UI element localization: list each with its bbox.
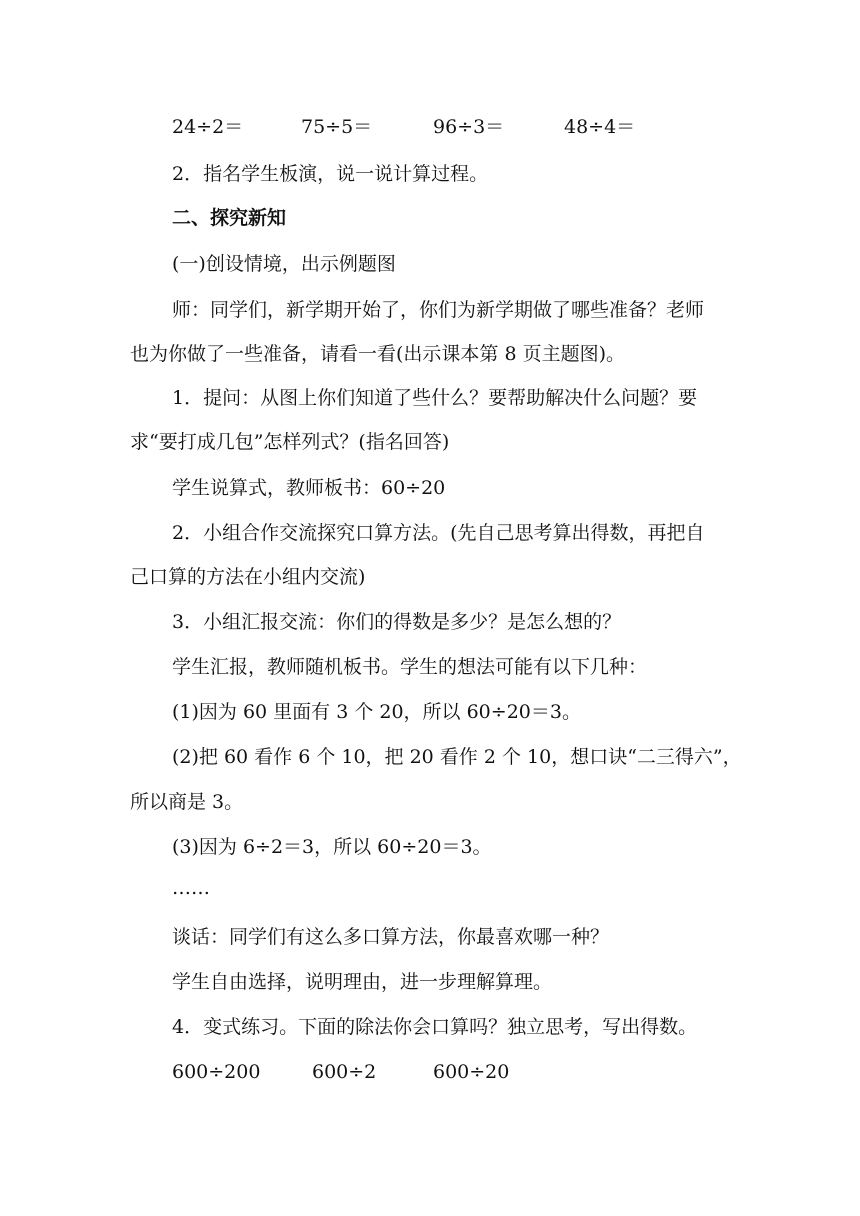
equation: 600÷200 (172, 1061, 261, 1083)
section-heading: 二、探究新知 (172, 207, 287, 229)
paragraph: 2．指名学生板演，说一说计算过程。 (172, 163, 489, 185)
paragraph: 学生汇报，教师随机板书。学生的想法可能有以下几种： (172, 656, 648, 678)
equation: 24÷2＝ (172, 116, 244, 138)
equation: 600÷2 (312, 1061, 377, 1083)
paragraph-continuation: 求“要打成几包”怎样列式？(指名回答) (130, 431, 450, 453)
paragraph-continuation: 也为你做了一些准备，请看一看(出示课本第 8 页主题图)。 (130, 343, 625, 365)
paragraph-continuation: 所以商是 3。 (130, 791, 244, 813)
exercise-row-2 (0, 1060, 860, 1084)
equation: 600÷20 (433, 1061, 510, 1083)
paragraph: (2)把 60 看作 6 个 10，把 20 看作 2 个 10，想口诀“二三得六”， (172, 746, 742, 768)
paragraph: 谈话：同学们有这么多口算方法，你最喜欢哪一种？ (172, 926, 610, 948)
paragraph-continuation: 己口算的方法在小组内交流) (130, 566, 366, 588)
equation: 96÷3＝ (433, 116, 505, 138)
ellipsis: …… (172, 877, 210, 899)
paragraph: 4．变式练习。下面的除法你会口算吗？独立思考，写出得数。 (172, 1016, 698, 1038)
paragraph: 2．小组合作交流探究口算方法。(先自己思考算出得数，再把自 (172, 522, 705, 544)
paragraph: 师：同学们，新学期开始了，你们为新学期做了哪些准备？老师 (172, 299, 705, 321)
paragraph: 学生说算式，教师板书：60÷20 (172, 477, 446, 499)
exercise-row-1 (0, 115, 860, 139)
paragraph: 学生自由选择，说明理由，进一步理解算理。 (172, 971, 553, 993)
equation: 48÷4＝ (564, 116, 636, 138)
subsection-heading: (一)创设情境，出示例题图 (172, 253, 396, 275)
paragraph: 1．提问：从图上你们知道了些什么？要帮助解决什么问题？要 (172, 387, 698, 409)
paragraph: (3)因为 6÷2＝3，所以 60÷20＝3。 (172, 836, 492, 858)
paragraph: 3．小组汇报交流：你们的得数是多少？是怎么想的？ (172, 611, 622, 633)
equation: 75÷5＝ (301, 116, 373, 138)
paragraph: (1)因为 60 里面有 3 个 20，所以 60÷20＝3。 (172, 701, 581, 723)
